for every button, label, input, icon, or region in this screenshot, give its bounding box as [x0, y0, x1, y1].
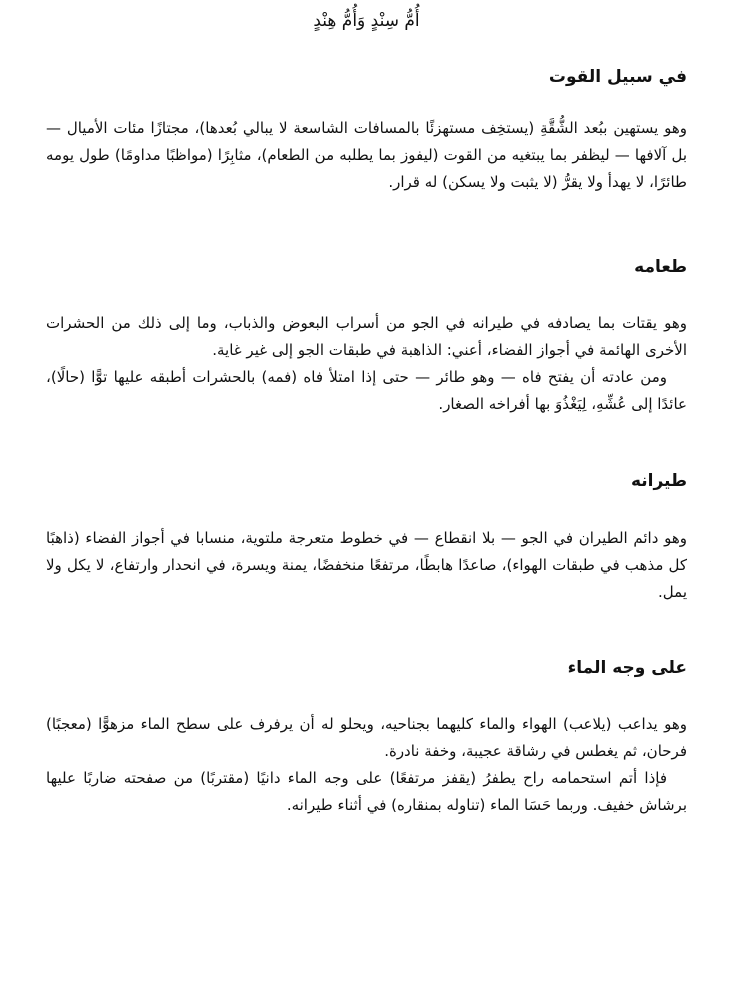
section-paragraph: وهو دائم الطيران في الجو — بلا انقطاع — في خطوط متعرجة ملتوية، منسابا في أجواز الفضاء (ذاهبًا كل مذهب في طبقات الهواء)، صاعدًا هابطًا، مرتفعًا منخفضًا، يمنة ويسرة، في انحدار وارتفاع، لا يكل ولا يمل. [46, 529, 687, 601]
section-paragraph: وهو يقتات بما يصادفه في طيرانه في الجو من أسراب البعوض والذباب، وما إلى ذلك من الحشرات الأخرى الهائمة في أجواز الفضاء، أعني: الذاهبة في طبقات الجو إلى غير غاية. [46, 314, 687, 359]
section-paragraph: فإذا أتم استحمامه راح يطفرُ (يقفز مرتفعًا) على وجه الماء دانيًا (مقتربًا) من صفحته ضاربًا عليها برشاش خفيف. وربما حَسَا الماء (تناوله بمنقاره) في أثناء طيرانه. [46, 769, 687, 814]
section-on-water-surface [46, 655, 687, 819]
section-its-food [46, 254, 687, 418]
section-paragraph: ومن عادته أن يفتح فاه — وهو طائر — حتى إذا امتلأ فاه (فمه) بالحشرات أطبقه عليها توًّا (حالًا)، عائدًا إلى عُشِّهِ، لِيَغْذُوَ بها أفراخه الصغار. [46, 368, 687, 413]
section-its-flight [46, 468, 687, 606]
section-heading: طيرانه [630, 471, 687, 491]
section-paragraph: وهو يستهين ببُعد الشُّقَّةِ (يستخِف مستهزئًا بالمسافات الشاسعة لا يبالي بُعدها)، مجتازًا مئات الأميال — بل آلافها — ليظفر بما يبتغيه من القوت (ليفوز بما يطلبه من الطعام)، مثابِرًا (مواظبًا مداومًا) طول يومه طائرًا، لا يهدأ ولا يقرُّ (لا يثبت ولا يسكن) له قرار. [46, 119, 687, 191]
section-paragraph: وهو يداعب (يلاعب) الهواء والماء كليهما بجناحيه، ويحلو له أن يرفرف على سطح الماء مزهوًّا (معجبًا) فرحان، ثم يغطس في رشاقة عجيبة، وخفة نادرة. [46, 715, 687, 760]
section-in-pursuit-of-food [46, 64, 687, 196]
running-head: أُمُّ سِنْدٍ وَأُمُّ هِنْدٍ [313, 11, 420, 31]
section-heading: طعامه [634, 257, 687, 277]
section-heading: في سبيل القوت [548, 67, 687, 87]
section-heading: على وجه الماء [567, 658, 687, 678]
